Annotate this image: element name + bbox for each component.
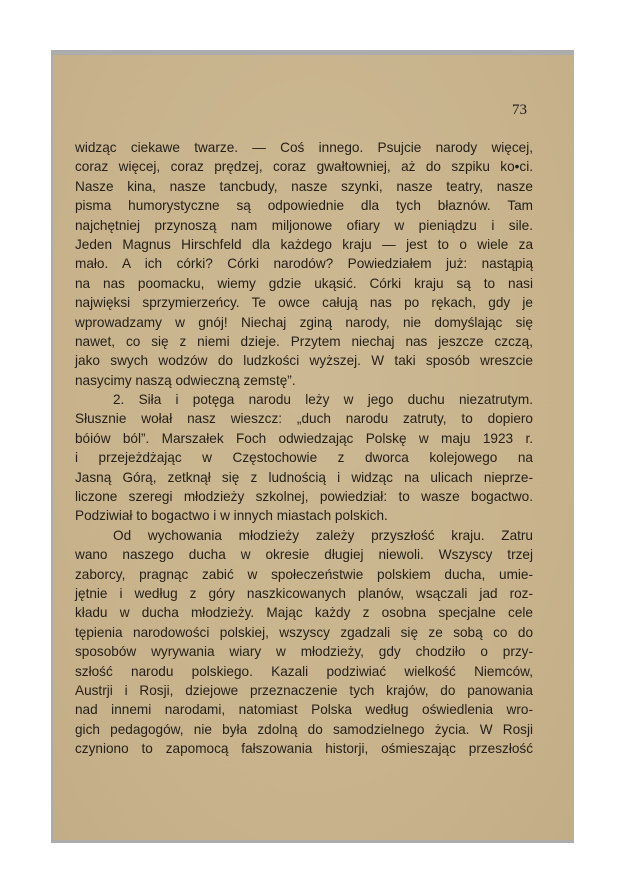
text-line [75, 565, 533, 584]
text-line [75, 196, 533, 215]
text-line [75, 235, 533, 254]
text-line [75, 662, 533, 681]
text-line [75, 623, 533, 642]
paragraph [75, 390, 533, 526]
text-line-content: Jeden Magnus Hirschfeld dla każdego kraju — jest to o wiele za [75, 236, 533, 252]
text-line [75, 448, 533, 467]
body-text [75, 138, 533, 759]
text-line [75, 138, 533, 157]
text-line [75, 545, 533, 564]
text-line-content: tępienia narodowości polskiej, wszyscy zgadzali się ze sobą co do [75, 624, 533, 640]
text-line-content: na nas poomacku, wiemy gdzie ukąsić. Córki kraju są to nasi [75, 275, 533, 291]
text-line [75, 409, 533, 428]
paragraph [75, 138, 533, 390]
text-line-content: wano naszego ducha w okresie długiej niewoli. Wszyscy trzej [75, 547, 533, 563]
paragraph [75, 526, 533, 759]
text-line-content: coraz więcej, coraz prędzej, coraz gwałtowniej, aż do szpiku ko•ci. [75, 159, 533, 175]
text-line [75, 254, 533, 273]
text-line-content: najchętniej przynoszą nam miljonowe ofiary w pieniądzu i sile. [75, 217, 533, 233]
text-line [75, 313, 533, 332]
text-line-content: nad innemi narodami, natomiast Polska według oświedlenia wro- [75, 702, 533, 718]
text-line [75, 429, 533, 448]
text-line-content: czyniono to zapomocą fałszowania historji, ośmieszając przeszłość [75, 741, 533, 757]
text-line-content: szłość narodu polskiego. Kazali podziwiać wielkość Niemców, [75, 663, 533, 679]
text-line [75, 177, 533, 196]
text-line-content: Nasze kina, nasze tancbudy, nasze szynki, nasze teatry, nasze [75, 178, 533, 194]
text-line-content: Austrji i Rosji, dziejowe przeznaczenie tych krajów, do panowania [75, 682, 533, 698]
text-line [75, 642, 533, 661]
text-line [75, 487, 533, 506]
text-line [75, 274, 533, 293]
text-line [75, 351, 533, 370]
text-line-content: nawet, co się z niemi dzieje. Przytem niechaj nas jeszcze czczą, [75, 333, 533, 349]
text-line-content: pisma humorystyczne są odpowiednie dla tych błaznów. Tam [75, 198, 533, 214]
text-line [75, 700, 533, 719]
text-line-content: nasycimy naszą odwieczną zemstę”. [75, 372, 296, 388]
page-number: 73 [512, 102, 527, 118]
text-line-content: Podziwiał to bogactwo i w innych miastach polskich. [75, 508, 388, 524]
text-line [75, 603, 533, 622]
text-line [75, 390, 533, 409]
text-line-content: kładu w ducha młodzieży. Mając każdy z osobna specjalne cele [75, 605, 533, 621]
text-line-content: Jasną Górą, zetknął się z ludnością i widząc na ulicach nieprze- [75, 469, 533, 485]
text-line [75, 739, 533, 758]
text-line [75, 468, 533, 487]
text-line-content: wprowadzamy w gnój! Niechaj zginą narody, nie domyślając się [75, 314, 533, 330]
text-line [75, 293, 533, 312]
text-line [75, 216, 533, 235]
text-line-content: mało. A ich córki? Córki narodów? Powiedziałem już: nastąpią [75, 256, 533, 272]
text-line-content: najwięksi sprzymierzeńcy. Te owce całują nas po rękach, gdy je [75, 295, 533, 311]
text-line-content: i przejeżdżając w Częstochowie z dworca kolejowego na [75, 450, 533, 466]
text-line [75, 506, 533, 525]
text-line [75, 526, 533, 545]
text-line [75, 332, 533, 351]
text-line-content: bóiów ból”. Marszałek Foch odwiedzając Polskę w maju 1923 r. [75, 430, 533, 446]
text-line-content: Od wychowania młodzieży zależy przyszłość kraju. Zatru [113, 527, 533, 543]
text-line-content: jętnie i według z góry naszkicowanych planów, wsączali jad roz- [75, 585, 533, 601]
text-line-content: 2. Siła i potęga narodu leży w jego duchu niezatrutym. [113, 392, 533, 408]
text-line-content: liczone szeregi młodzieży szkolnej, powiedział: to wasze bogactwo. [75, 489, 533, 505]
text-line [75, 681, 533, 700]
text-line-content: widząc ciekawe twarze. — Coś innego. Psujcie narody więcej, [75, 140, 533, 155]
text-line-content: Słusznie wołał nasz wieszcz: „duch narodu zatruty, to dopiero [75, 411, 533, 427]
text-line-content: gich pedagogów, nie była zdolną do samodzielnego życia. W Rosji [75, 721, 533, 737]
text-line-content: sposobów wyrywania wiary w młodzieży, gdy chodziło o przy- [75, 644, 533, 660]
text-line [75, 371, 533, 390]
text-line [75, 720, 533, 739]
text-line [75, 584, 533, 603]
text-line-content: zaborcy, pragnąc zabić w społeczeństwie polskiem ducha, umie- [75, 566, 533, 582]
text-line-content: jako swych wodzów do ludzkości wyższej. W taki sposób wreszcie [75, 353, 533, 369]
text-line [75, 157, 533, 176]
